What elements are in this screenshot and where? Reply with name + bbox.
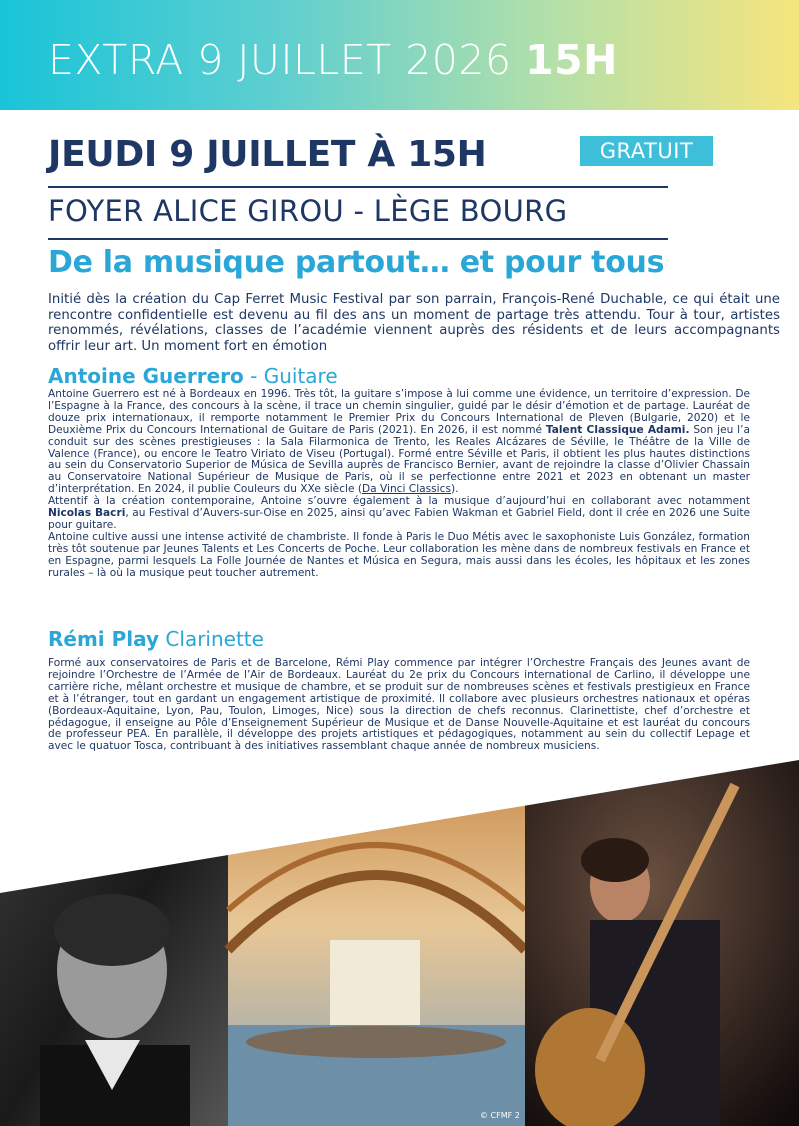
bio-paragraph: Antoine cultive aussi une intense activité de chambriste. Il fonde à Paris le Duo Métis avec le saxophoniste Luis González, formation très tôt soutenue par Jeunes Talents et Les Concerts de Poche. Leur collaboration les mène dans de nombreux festivals en France et en Espagne, parmi lesquels La Folle Journée de Nantes et Música en Segura, mais aussi dans les écoles, les hôpitaux et les zones rurales – là où la musique peut toucher autrement.: [48, 530, 750, 579]
artist-name: Rémi Play: [48, 627, 160, 651]
header-banner: [0, 0, 799, 110]
event-intro: Initié dès la création du Cap Ferret Music Festival par son parrain, François-René Duchable, ce qui était une rencontre confidentielle est devenu au fil des ans un moment de partage très attendu. Tour à tour, artistes renommés, révélations, classes de l’académie viennent auprès des résidents et de leurs accompagnants offrir leur art. Un moment fort en émotion: [48, 292, 780, 354]
banner-time: 15H: [525, 36, 618, 84]
free-badge: GRATUIT: [580, 136, 713, 166]
artist-bio-guerrero: [48, 389, 750, 580]
label-link[interactable]: Da Vinci Classics: [361, 483, 451, 496]
photo-collage: [0, 760, 799, 1126]
bio-paragraph: Attentif à la création contemporaine, Antoine s’ouvre également à la musique d’aujourd’hui en collaborant avec notamment Nicolas Bacri, au Festival d’Auvers-sur-Oise en 2025, ainsi qu’avec Fabien Wakman et Gabriel Field, dont il crée en 2026 une Suite pour guitare.: [48, 495, 750, 531]
artist-name: Antoine Guerrero: [48, 364, 244, 388]
divider-bottom: [48, 238, 668, 240]
photo-clarinettist: [0, 760, 228, 1126]
artist-instrument: Clarinette: [165, 627, 264, 651]
photo-credit: © CFMF 2: [480, 1111, 520, 1120]
event-venue: FOYER ALICE GIROU - LÈGE BOURG: [48, 194, 568, 228]
artist-bio-play: [48, 658, 750, 753]
divider-top: [48, 186, 668, 188]
event-date-title: JEUDI 9 JUILLET À 15H: [48, 134, 487, 175]
bio-paragraph: Formé aux conservatoires de Paris et de Barcelone, Rémi Play commence par intégrer l’Orchestre Français des Jeunes avant de rejoindre l’Orchestre de l’Armée de l’Air de Bordeaux. Lauréat du 2e prix du Concours international de Carlino, il développe une carrière riche, mêlant orchestre et musique de chambre, et se produit sur de nombreuses scènes et festivals prestigieux en France et à l’étranger, tout en gardant un engagement artistique de proximité. Il collabore avec plusieurs orchestres nationaux et opéras (Bordeaux-Aquitaine, Lyon, Pau, Toulon, Limoges, Nice) sous la direction de chefs reconnus. Clarinettiste, chef d’orchestre et pédagogue, il enseigne au Pôle d’Enseignement Supérieur de Musique et de Danse Nouvelle-Aquitaine et est lauréat du concours de professeur PEA. En parallèle, il développe des projets artistiques et pédagogiques, notamment au sein du collectif Lepage et avec le quatuor Tosca, contribuant à des initiatives rassemblant chaque année de nombreux musiciens.: [48, 657, 750, 753]
photo-guitarist: [525, 760, 799, 1126]
artist-instrument: Guitare: [263, 364, 338, 388]
banner-title: EXTRA 9 JUILLET 2026 15H: [48, 36, 618, 84]
event-tagline: De la musique partout… et pour tous: [48, 245, 665, 280]
bio-paragraph: Antoine Guerrero est né à Bordeaux en 1996. Très tôt, la guitare s’impose à lui comme une évidence, un territoire d’expression. De l’Espagne à la France, des concours à la scène, il trace un chemin singulier, guidé par le désir d’émotion et de partage. Lauréat de douze prix internationaux, il remporte notamment le Premier Prix du Concours International de Pleven (Bulgarie, 2020) et le Deuxième Prix du Concours International de Guitare de Paris (2021). En 2026, il est nommé Talent Classique Adami. Son jeu l’a conduit sur des scènes prestigieuses : la Sala Filarmonica de Trento, les Reales Alcázares de Séville, le Théâtre de la Ville de Valence (France), ou encore le Teatro Viriato de Viseu (Portugal). Formé entre Séville et Paris, il obtient les plus hautes distinctions au sein du Conservatorio Superior de Música de Sevilla auprès de Francisco Bernier, avant de rejoindre la classe d’Olivier Chassain au Conservatoire National Supérieur de Musique de Paris, où il se perfectionne entre 2021 et 2023 en obtenant un master d’interprétation. En 2024, il publie Couleurs du XXe siècle (Da Vinci Classics).: [48, 388, 750, 496]
artist-heading-play: [48, 629, 264, 649]
artist-heading-guerrero: Antoine Guerrero - Guitare: [48, 364, 338, 388]
photo-hall: [228, 760, 525, 1126]
